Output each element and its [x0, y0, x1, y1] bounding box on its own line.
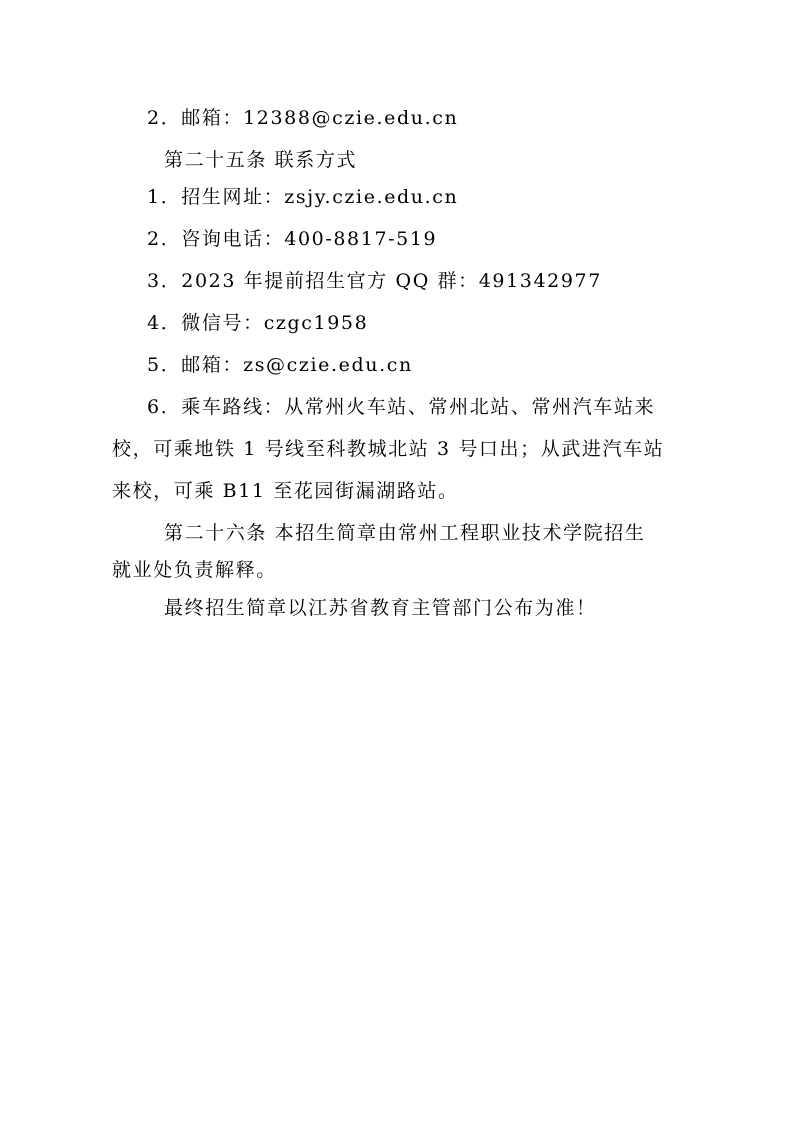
final-notice-line: 最终招生简章以江苏省教育主管部门公布为准！ [164, 597, 597, 619]
article-26-line-2: 就业处负责解释。 [112, 559, 277, 581]
email-line-prior: 2．邮箱：12388@czie.edu.cn [147, 107, 459, 129]
article-26-line-1: 第二十六条 本招生简章由常州工程职业技术学院招生 [164, 522, 646, 544]
article-25-heading: 第二十五条 联系方式 [164, 149, 358, 171]
consult-phone-line: 2．咨询电话：400-8817-519 [147, 228, 438, 250]
admission-website-line: 1．招生网址：zsjy.czie.edu.cn [147, 186, 459, 208]
qq-group-line: 3．2023 年提前招生官方 QQ 群：491342977 [147, 270, 602, 292]
wechat-line: 4．微信号：czgc1958 [147, 312, 369, 334]
route-line-2: 校，可乘地铁 1 号线至科教城北站 3 号口出；从武进汽车站 [112, 438, 665, 460]
route-line-3: 来校，可乘 B11 至花园街漏湖路站。 [112, 480, 459, 502]
email-line: 5．邮箱：zs@czie.edu.cn [147, 354, 413, 376]
route-line-1: 6．乘车路线：从常州火车站、常州北站、常州汽车站来 [147, 396, 656, 418]
